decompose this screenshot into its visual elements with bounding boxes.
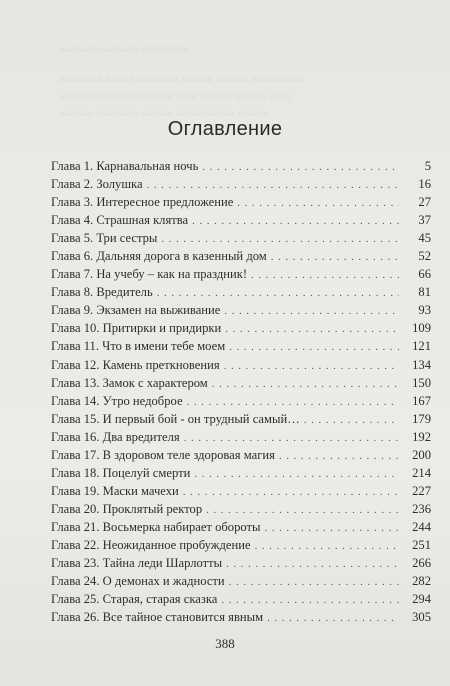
dot-leader: [225, 320, 399, 338]
toc-entry-title: Глава 9. Экзамен на выживание: [51, 303, 221, 318]
dot-leader: [184, 429, 399, 447]
toc-entry-page: 66: [418, 267, 431, 282]
dot-leader: [147, 176, 399, 194]
dot-leader: [229, 338, 399, 356]
toc-entry-page: 45: [418, 231, 431, 246]
toc-heading: Оглавление: [167, 118, 283, 140]
toc-entry[interactable]: [51, 283, 431, 301]
toc-entry[interactable]: [51, 247, 431, 265]
toc-entry-page: 93: [418, 303, 431, 318]
toc-entry-title: Глава 12. Камень преткновения: [51, 357, 220, 372]
toc-entry-title: Глава 3. Интересное предложение: [51, 195, 234, 210]
toc-entry[interactable]: [51, 301, 431, 319]
toc-entry[interactable]: [51, 356, 431, 374]
toc-entry[interactable]: [51, 572, 431, 590]
toc-entry-title: Глава 19. Маски мачехи: [51, 483, 179, 498]
toc-entry[interactable]: [51, 175, 431, 193]
toc-entry-title: Глава 22. Неожиданное пробуждение: [51, 537, 251, 552]
dot-leader: [183, 483, 399, 501]
dot-leader: [202, 158, 399, 176]
toc-entry-page: 282: [412, 574, 431, 589]
toc-entry-title: Глава 11. Что в имени тебе моем: [51, 339, 226, 354]
toc-entry[interactable]: [51, 590, 431, 608]
toc-entry-page: 305: [412, 610, 431, 625]
dot-leader: [187, 393, 399, 411]
toc-entry-page: 244: [412, 519, 431, 534]
toc-entry-page: 214: [412, 465, 431, 480]
toc-entry-title: Глава 23. Тайна леди Шарлотты: [51, 556, 223, 571]
toc-entry-page: 16: [418, 177, 431, 192]
toc-entry[interactable]: [51, 337, 431, 355]
toc-entry-page: 227: [412, 483, 431, 498]
dot-leader: [161, 230, 399, 248]
toc-entry-page: 167: [412, 393, 431, 408]
dot-leader: [279, 447, 399, 465]
dot-leader: [221, 591, 399, 609]
toc-entry[interactable]: [51, 410, 431, 428]
dot-leader: [267, 609, 399, 627]
toc-entry[interactable]: [51, 319, 431, 337]
dot-leader: [255, 537, 399, 555]
dot-leader: [251, 266, 399, 284]
toc-entry[interactable]: [51, 157, 431, 175]
toc-entry[interactable]: [51, 392, 431, 410]
toc-entry[interactable]: [51, 464, 431, 482]
bleed-through-text: ааааа аааааааааа ааааа аааа аааааа аааааа аааа: [60, 88, 292, 102]
dot-leader: [212, 375, 399, 393]
toc-entry-page: 200: [412, 447, 431, 462]
toc-entry-title: Глава 2. Золушка: [51, 177, 143, 192]
toc-entry-title: Глава 8. Вредитель: [51, 285, 153, 300]
dot-leader: [271, 248, 399, 266]
toc-entry-page: 121: [412, 339, 431, 354]
toc-entry-title: Глава 4. Страшная клятва: [51, 213, 189, 228]
toc-entry-page: 37: [418, 213, 431, 228]
toc-entry-title: Глава 1. Карнавальная ночь: [51, 159, 199, 173]
toc-entry-page: 52: [418, 249, 431, 264]
page-number: 388: [215, 636, 235, 651]
toc-entry[interactable]: [51, 554, 431, 572]
toc-entry-page: 236: [412, 501, 431, 516]
toc-entry[interactable]: [51, 446, 431, 464]
toc-entry-page: 5: [424, 159, 431, 173]
toc-entry-title: Глава 10. Притирки и придирки: [51, 321, 222, 336]
toc-entry-title: Глава 21. Восьмерка набирает обороты: [51, 519, 261, 534]
toc-entry-page: 266: [412, 556, 431, 571]
dot-leader: [226, 555, 399, 573]
toc-entry-page: 134: [412, 357, 431, 372]
toc-entry-page: 192: [412, 429, 431, 444]
toc-entry[interactable]: [51, 265, 431, 283]
toc-entry-title: Глава 6. Дальняя дорога в казенный дом: [51, 249, 267, 264]
toc-entry-page: 294: [412, 592, 431, 607]
dot-leader: [194, 465, 399, 483]
dot-leader: [157, 284, 399, 302]
bleed-through-text: аааааа аааааааа аааааа ааааааааааа аааааа: [60, 105, 270, 119]
toc-entry-title: Глава 5. Три сестры: [51, 231, 158, 246]
dot-leader: [192, 212, 399, 230]
toc-entry-title: Глава 18. Поцелуй смерти: [51, 465, 191, 480]
toc-entry-title: Глава 24. О демонах и жадности: [51, 574, 225, 589]
toc-entry[interactable]: [51, 428, 431, 446]
toc-entry-title: Глава 7. На учебу – как на праздник!: [51, 267, 248, 282]
toc-entry-title: Глава 15. И первый бой - он трудный самый…: [51, 411, 300, 426]
dot-leader: [206, 501, 399, 519]
bleed-through-text: ааааааа ааааааа ааааааааа: [60, 41, 189, 55]
bleed-through-text: аааааааа аааа ааааааааа аааааа аааааа аааааааааа: [60, 71, 305, 85]
toc-entry[interactable]: [51, 193, 431, 211]
dot-leader: [304, 411, 399, 429]
toc-entry-page: 109: [412, 321, 431, 336]
toc-entry-page: 150: [412, 375, 431, 390]
dot-leader: [264, 519, 399, 537]
toc-entry-title: Глава 17. В здоровом теле здоровая магия: [51, 447, 275, 462]
toc-entry[interactable]: [51, 482, 431, 500]
toc-entry-title: Глава 16. Два вредителя: [51, 429, 180, 444]
dot-leader: [224, 357, 399, 375]
toc-entry[interactable]: [51, 374, 431, 392]
toc-entry[interactable]: [51, 608, 431, 626]
toc-entry-page: 27: [418, 195, 431, 210]
toc-entry-title: Глава 25. Старая, старая сказка: [51, 592, 218, 607]
toc-entry-page: 251: [412, 537, 431, 552]
toc-entry[interactable]: [51, 229, 431, 247]
toc-entry-title: Глава 13. Замок с характером: [51, 375, 208, 390]
toc-entry-page: 179: [412, 411, 431, 426]
toc-entry[interactable]: [51, 211, 431, 229]
dot-leader: [229, 573, 399, 591]
dot-leader: [224, 302, 399, 320]
toc-entry-title: Глава 20. Проклятый ректор: [51, 501, 203, 516]
toc-entry-title: Глава 26. Все тайное становится явным: [51, 610, 264, 625]
toc-entry[interactable]: [51, 536, 431, 554]
toc-entry-page: 81: [418, 285, 431, 300]
toc-entry-title: Глава 14. Утро недоброе: [51, 393, 183, 408]
toc-entry[interactable]: [51, 518, 431, 536]
dot-leader: [237, 194, 399, 212]
toc-entry[interactable]: [51, 500, 431, 518]
table-of-contents: [51, 157, 431, 626]
